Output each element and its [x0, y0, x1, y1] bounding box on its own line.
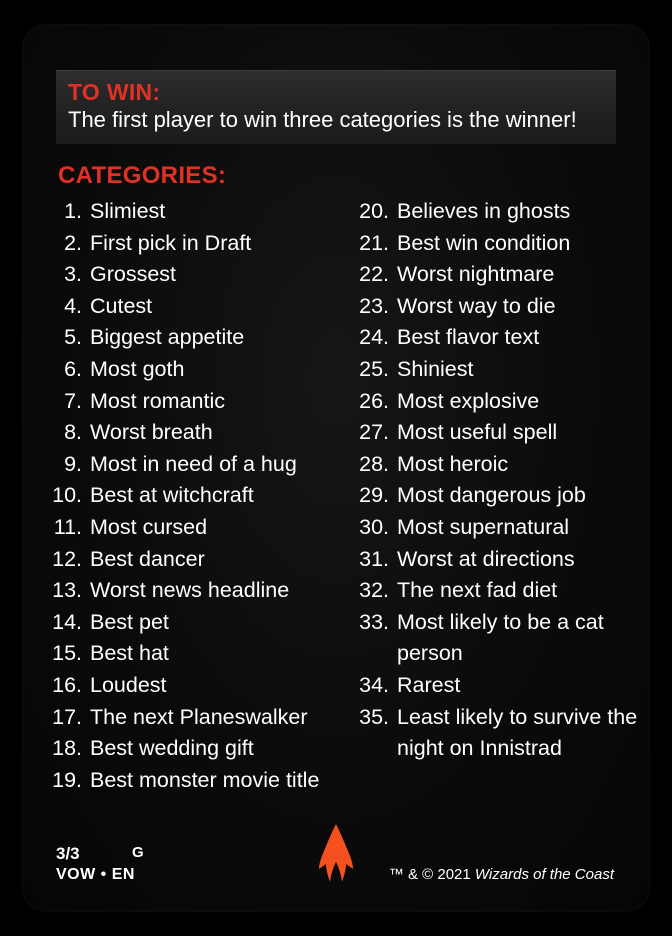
category-label: Cutest — [90, 293, 153, 318]
category-list-right — [345, 196, 638, 765]
category-label: Worst breath — [90, 420, 213, 445]
category-item — [38, 480, 331, 512]
category-item — [345, 480, 638, 512]
rarity-letter: G — [132, 844, 144, 861]
category-item — [38, 765, 331, 797]
category-number: 6. — [64, 356, 82, 381]
category-number: 13. — [52, 578, 82, 603]
category-item — [345, 575, 638, 607]
category-number: 12. — [52, 546, 82, 571]
card-face — [22, 24, 650, 912]
legal-line — [389, 866, 614, 883]
to-win-label: TO WIN: — [68, 79, 161, 105]
category-item — [38, 228, 331, 260]
category-number: 33. — [359, 609, 389, 634]
category-label: Most heroic — [397, 451, 509, 476]
category-number: 14. — [52, 609, 82, 634]
category-number: 10. — [52, 483, 82, 508]
category-label: Most romantic — [90, 388, 226, 413]
category-label: The next fad diet — [397, 578, 558, 603]
category-label: Most in need of a hug — [90, 451, 297, 476]
category-label: Best flavor text — [397, 325, 540, 350]
categories-column-left — [38, 196, 331, 796]
category-number: 17. — [52, 704, 82, 729]
category-number: 29. — [359, 483, 389, 508]
category-number: 16. — [52, 672, 82, 697]
category-number: 35. — [359, 704, 389, 729]
category-label: Best hat — [90, 641, 169, 666]
category-item — [345, 259, 638, 291]
category-number: 1. — [64, 199, 82, 223]
to-win-box — [56, 70, 616, 144]
category-number: 2. — [64, 230, 82, 255]
category-item — [345, 702, 638, 765]
category-item — [38, 638, 331, 670]
category-number: 30. — [359, 514, 389, 539]
categories-heading: CATEGORIES: — [58, 162, 227, 189]
category-label: Biggest appetite — [90, 325, 245, 350]
category-item — [38, 417, 331, 449]
category-number: 34. — [359, 672, 389, 697]
category-label: Most cursed — [90, 514, 208, 539]
category-number: 3. — [64, 262, 82, 287]
card-footer — [22, 844, 650, 900]
category-number: 21. — [359, 230, 389, 255]
set-language-line: VOW • EN — [56, 866, 135, 883]
category-label: The next Planeswalker — [90, 704, 308, 729]
category-label: Slimiest — [90, 199, 166, 223]
category-label: Most supernatural — [397, 514, 570, 539]
category-item — [38, 386, 331, 418]
category-label: Best at witchcraft — [90, 483, 254, 508]
category-item — [38, 354, 331, 386]
category-item — [38, 259, 331, 291]
category-item — [345, 291, 638, 323]
category-number: 5. — [64, 325, 82, 350]
category-label: Best wedding gift — [90, 736, 254, 761]
category-label: Least likely to survive the night on Innistrad — [397, 704, 638, 761]
category-item — [345, 196, 638, 228]
category-number: 18. — [52, 736, 82, 761]
category-label: Best win condition — [397, 230, 571, 255]
category-list-left — [38, 196, 331, 796]
legal-trademark: ™ & © 2021 — [388, 866, 471, 883]
category-number: 26. — [359, 388, 389, 413]
category-item — [345, 544, 638, 576]
category-label: First pick in Draft — [90, 230, 252, 255]
category-label: Worst news headline — [90, 578, 290, 603]
category-item — [38, 702, 331, 734]
category-number: 31. — [359, 546, 389, 571]
category-number: 32. — [359, 578, 389, 603]
category-item — [345, 417, 638, 449]
category-item — [345, 322, 638, 354]
category-item — [38, 291, 331, 323]
category-item — [345, 670, 638, 702]
category-number: 9. — [64, 451, 82, 476]
category-item — [345, 386, 638, 418]
category-label: Worst nightmare — [397, 262, 555, 287]
category-item — [38, 575, 331, 607]
category-item — [38, 449, 331, 481]
category-item — [345, 228, 638, 260]
categories-column-right — [345, 196, 638, 796]
category-item — [345, 512, 638, 544]
category-label: Shiniest — [397, 356, 474, 381]
category-number: 27. — [359, 420, 389, 445]
category-item — [345, 449, 638, 481]
category-item — [38, 196, 331, 228]
category-label: Best monster movie title — [90, 767, 320, 792]
category-item — [38, 544, 331, 576]
category-label: Rarest — [397, 672, 461, 697]
category-label: Most goth — [90, 356, 185, 381]
category-label: Loudest — [90, 672, 167, 697]
category-number: 20. — [359, 199, 389, 223]
category-item — [38, 670, 331, 702]
category-number: 7. — [64, 388, 82, 413]
category-label: Believes in ghosts — [397, 199, 571, 223]
category-label: Most useful spell — [397, 420, 558, 445]
category-label: Grossest — [90, 262, 177, 287]
categories-columns — [38, 196, 638, 796]
category-number: 4. — [64, 293, 82, 318]
category-item — [345, 607, 638, 670]
category-number: 19. — [52, 767, 82, 792]
category-item — [38, 607, 331, 639]
category-item — [38, 733, 331, 765]
category-label: Most dangerous job — [397, 483, 586, 508]
category-number: 11. — [53, 514, 82, 539]
category-label: Most explosive — [397, 388, 540, 413]
category-label: Worst way to die — [397, 293, 556, 318]
category-label: Most likely to be a cat person — [397, 609, 604, 666]
category-number: 28. — [359, 451, 389, 476]
category-label: Worst at directions — [397, 546, 575, 571]
category-item — [38, 512, 331, 544]
legal-company: Wizards of the Coast — [474, 866, 614, 883]
category-label: Best pet — [90, 609, 169, 634]
category-number: 22. — [359, 262, 389, 287]
category-label: Best dancer — [90, 546, 205, 571]
category-number: 15. — [52, 641, 82, 666]
power-toughness: 3/3 — [56, 844, 80, 863]
category-item — [38, 322, 331, 354]
to-win-text: The first player to win three categories is the winner! — [68, 107, 577, 133]
category-item — [345, 354, 638, 386]
category-number: 25. — [359, 356, 389, 381]
category-number: 24. — [359, 325, 389, 350]
category-number: 23. — [359, 293, 389, 318]
category-number: 8. — [64, 420, 82, 445]
